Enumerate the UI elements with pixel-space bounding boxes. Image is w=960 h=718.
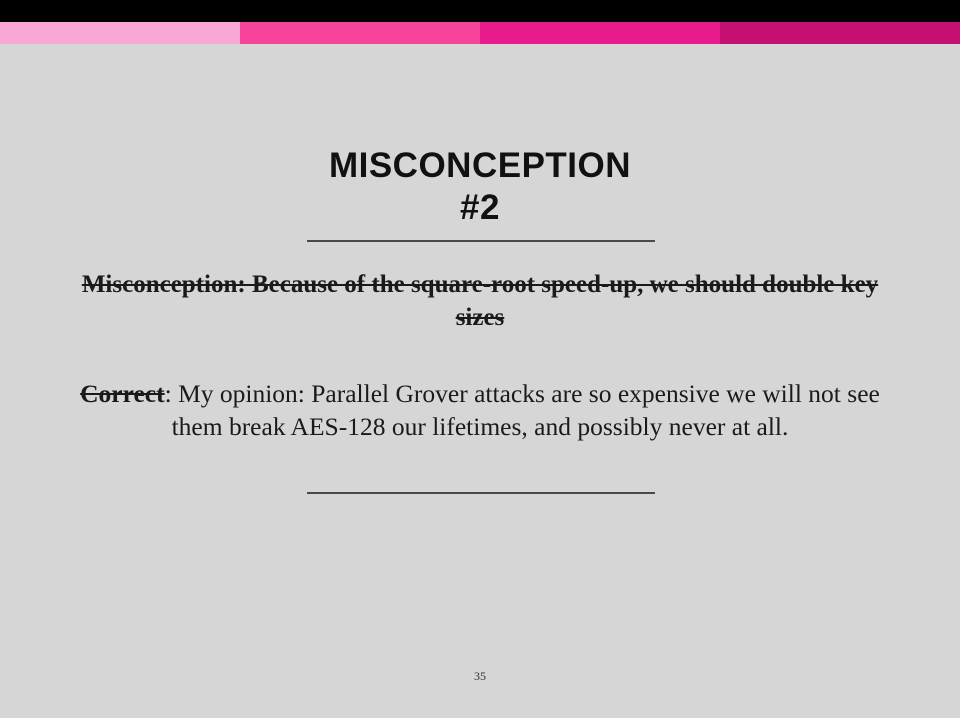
top-black-bar [0,0,960,22]
decorative-color-strip [0,22,960,44]
color-segment-4 [720,22,960,44]
correct-label: Correct [80,379,165,408]
slide-title-line-2: #2 [460,188,500,227]
color-segment-1 [0,22,240,44]
misconception-statement: Misconception: Because of the square-root speed-up, we should double key sizes [81,271,879,331]
slide-body [0,44,960,718]
page-number: 35 [474,669,486,683]
color-segment-2 [240,22,480,44]
divider-bottom [307,492,655,494]
slide-title-line-1: MISCONCEPTION [328,146,632,185]
slide-title [0,145,960,229]
color-segment-3 [480,22,720,44]
correct-body: : My opinion: Parallel Grover attacks are so expensive we will not see them break AES-128 our lifetimes, and possibly never at all. [164,379,880,441]
correction-statement [55,377,905,443]
divider-top [307,240,655,242]
